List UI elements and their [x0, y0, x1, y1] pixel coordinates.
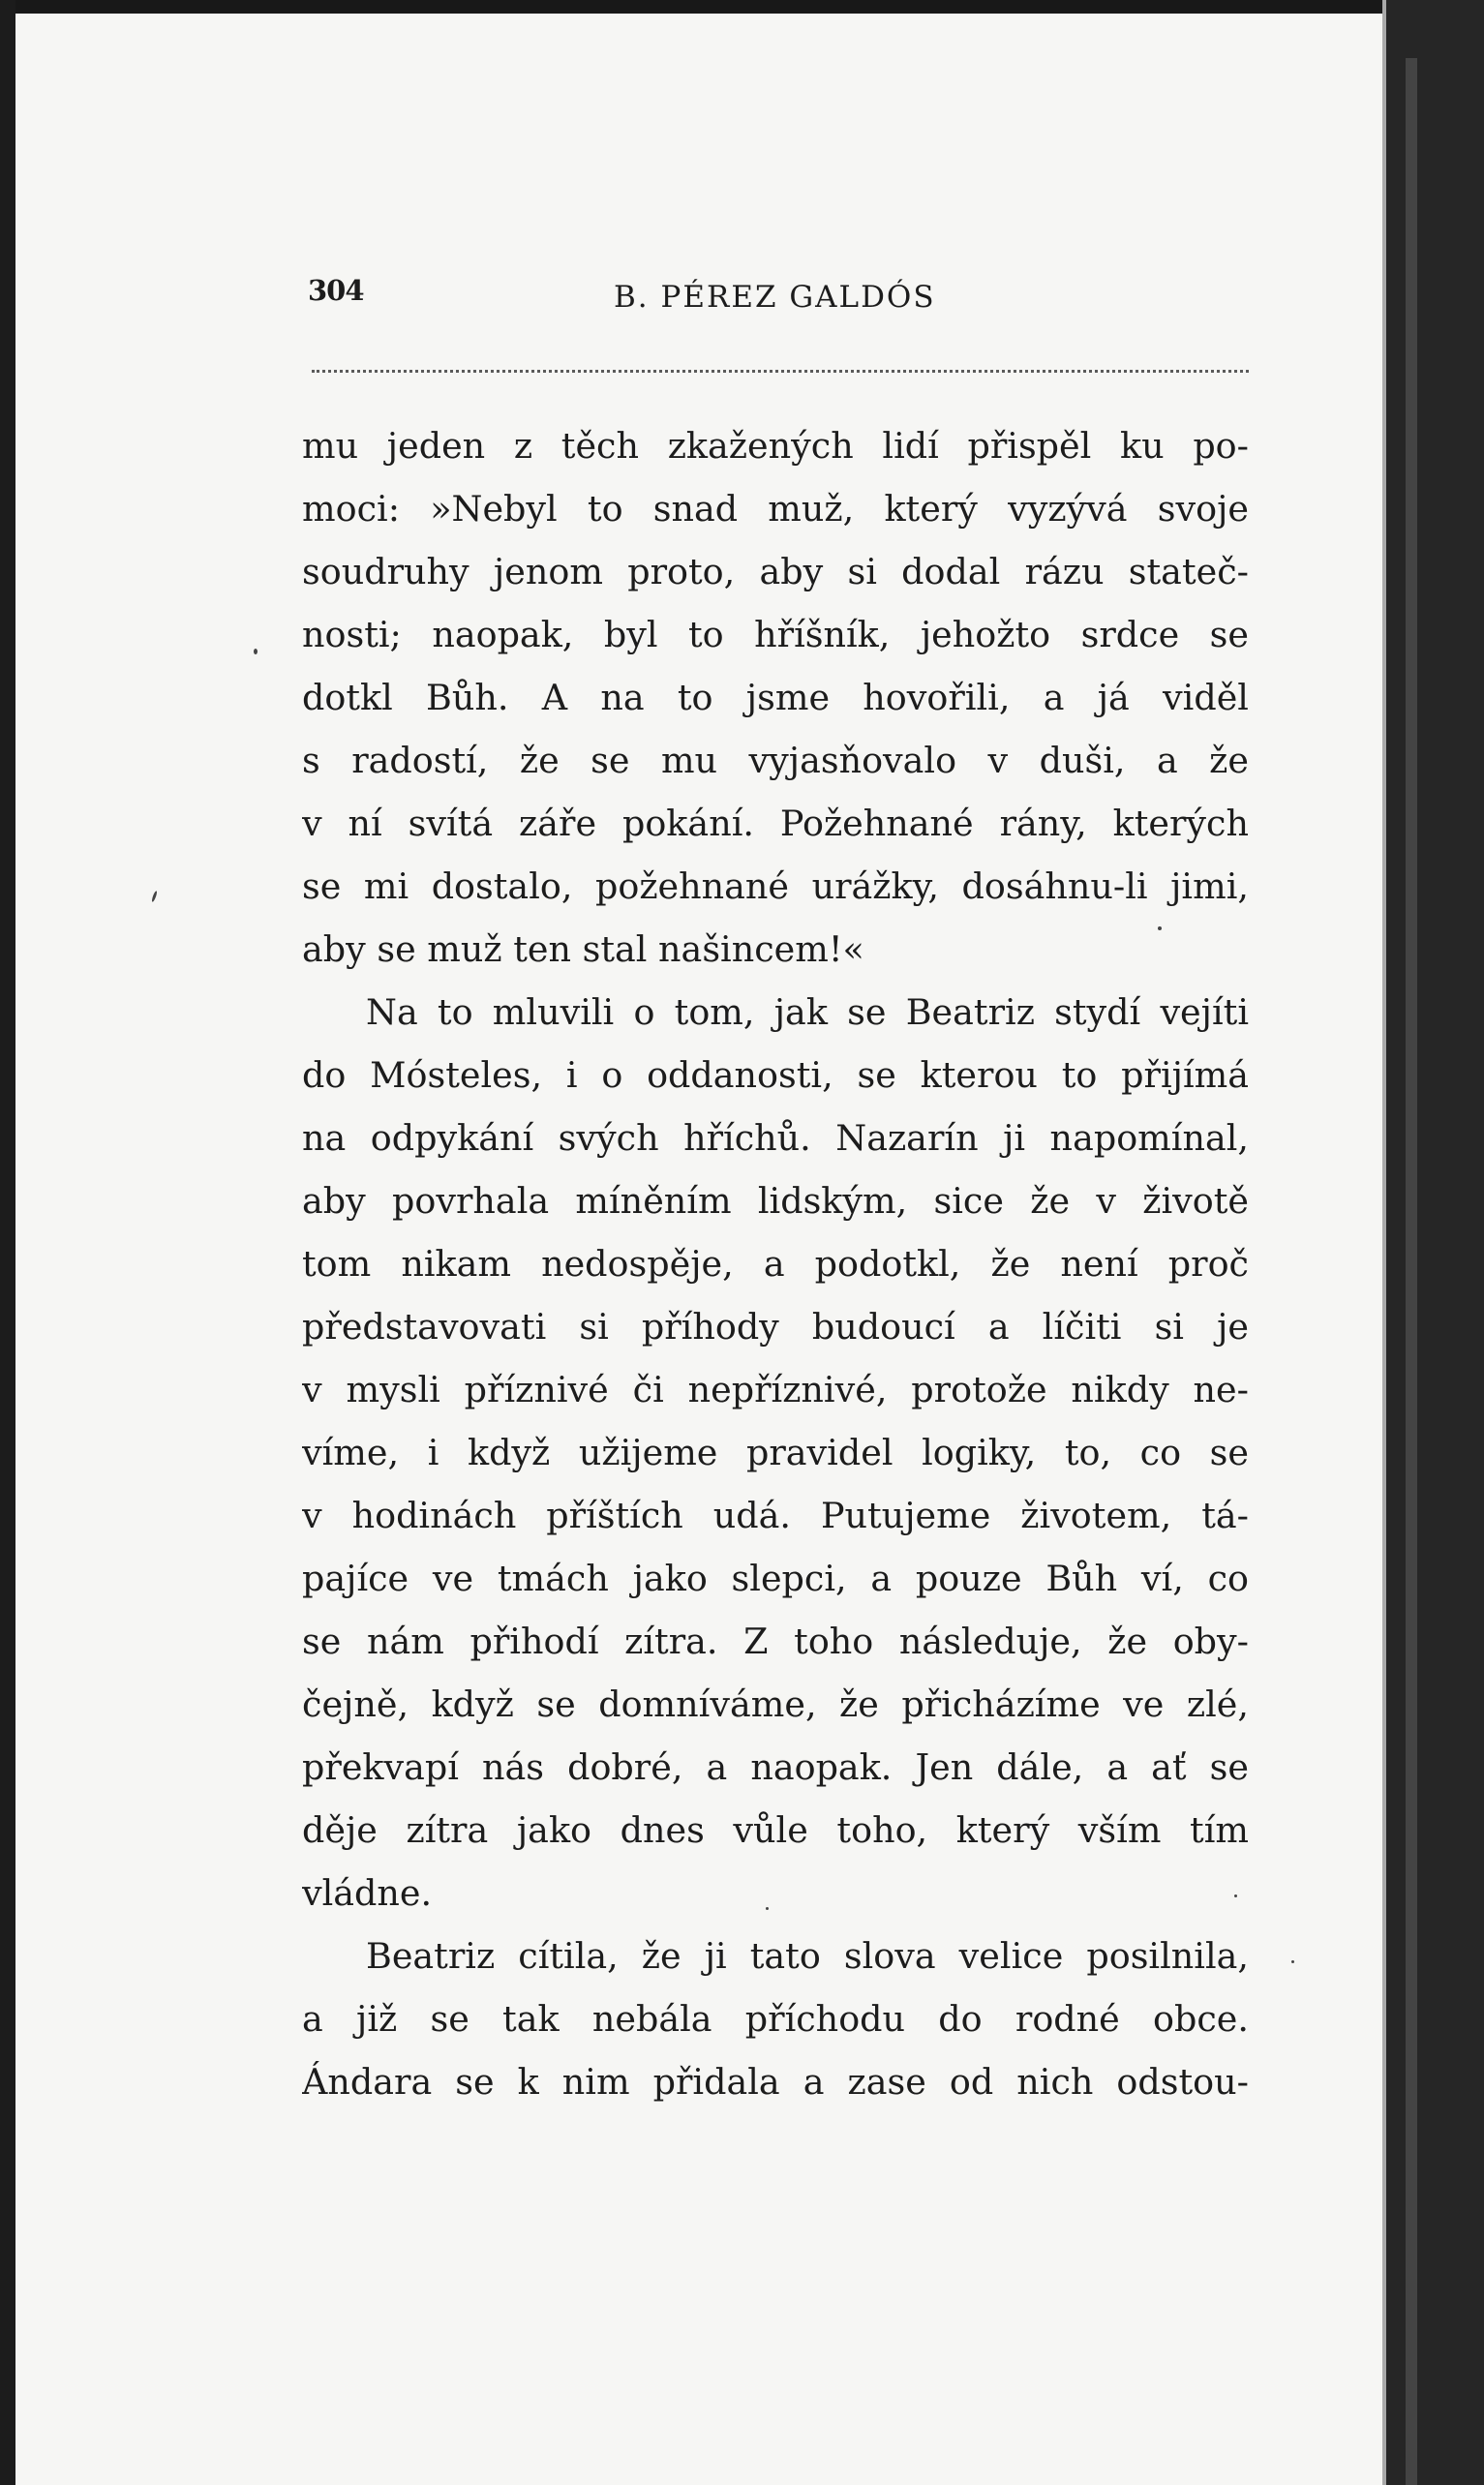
dotted-rule	[312, 370, 1249, 373]
text-line: v ní svítá záře pokání. Požehnané rány, kterých	[302, 803, 1249, 844]
text-line: tom nikam nedospěje, a podotkl, že není proč	[302, 1243, 1249, 1285]
text-line: na odpykání svých hříchů. Nazarín ji napomínal,	[302, 1117, 1249, 1159]
scan-speck	[766, 1907, 769, 1910]
text-line: se mi dostalo, požehnané urážky, dosáhnu-li jimi,	[302, 865, 1249, 907]
text-line: víme, i když užijeme pravidel logiky, to, co se	[302, 1432, 1249, 1473]
next-page-edge	[1406, 58, 1417, 2485]
text-line: vládne.	[302, 1872, 433, 1914]
running-head	[308, 274, 1253, 322]
text-line: mu jeden z těch zkažených lidí přispěl ku po-	[302, 425, 1249, 467]
text-line: do Mósteles, i o oddanosti, se kterou to přijímá	[302, 1054, 1249, 1096]
text-line: v hodinách příštích udá. Putujeme životem, tá-	[302, 1495, 1249, 1536]
body-text	[302, 414, 1249, 2113]
text-line: představovati si příhody budoucí a líčiti si je	[302, 1306, 1249, 1348]
text-line: dotkl Bůh. A na to jsme hovořili, a já viděl	[302, 677, 1249, 718]
text-line: Beatriz cítila, že ji tato slova velice posilnila,	[366, 1935, 1249, 1977]
text-line: v mysli příznivé či nepříznivé, protože nikdy ne-	[302, 1369, 1249, 1410]
text-line: a již se tak nebála příchodu do rodné obce.	[302, 1998, 1249, 2040]
text-line: Na to mluvili o tom, jak se Beatriz stydí vejíti	[366, 991, 1249, 1033]
text-line: aby povrhala míněním lidským, sice že v životě	[302, 1180, 1249, 1222]
running-head-title: B. PÉREZ GALDÓS	[614, 280, 936, 315]
scan-speck	[254, 649, 257, 654]
scan-speck	[151, 891, 158, 902]
scan-speck	[1234, 1894, 1237, 1897]
text-line: moci: »Nebyl to snad muž, který vyzývá svoje	[302, 488, 1249, 530]
text-line: pajíce ve tmách jako slepci, a pouze Bůh ví, co	[302, 1558, 1249, 1599]
text-line: Ándara se k nim přidala a zase od nich odstou-	[302, 2061, 1249, 2103]
text-line: aby se muž ten stal našincem!«	[302, 928, 864, 970]
text-line: s radostí, že se mu vyjasňovalo v duši, a že	[302, 740, 1249, 781]
text-line: nosti; naopak, byl to hříšník, jehožto srdce se	[302, 614, 1249, 655]
text-line: čejně, když se domníváme, že přicházíme ve zlé,	[302, 1683, 1249, 1725]
scan-border-right	[1386, 0, 1484, 2485]
scan-border-left	[0, 0, 15, 2485]
page-number: 304	[308, 274, 364, 307]
text-line: soudruhy jenom proto, aby si dodal rázu stateč-	[302, 551, 1249, 592]
text-line: děje zítra jako dnes vůle toho, který vším tím	[302, 1809, 1249, 1851]
text-line: se nám přihodí zítra. Z toho následuje, že oby-	[302, 1621, 1249, 1662]
scan-speck	[1158, 926, 1162, 930]
scan-border-top	[0, 0, 1484, 14]
scan-speck	[1291, 1960, 1294, 1963]
text-line: překvapí nás dobré, a naopak. Jen dále, a ať se	[302, 1746, 1249, 1788]
